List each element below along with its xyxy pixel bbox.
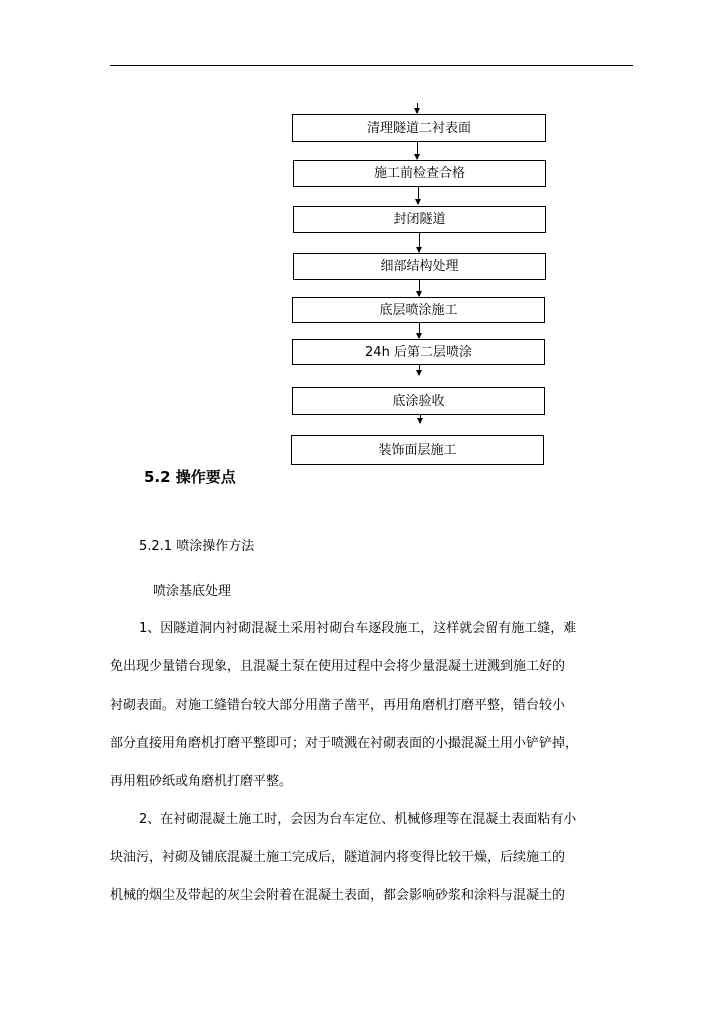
flow-arrow (419, 233, 420, 252)
flow-step-label: 封闭隧道 (393, 212, 446, 227)
flow-arrow (419, 365, 420, 375)
section-heading: 5.2 操作要点 (144, 468, 236, 486)
flow-step-base-acceptance (292, 387, 545, 415)
header-rule (110, 65, 633, 66)
flow-arrow (418, 187, 419, 204)
flow-step-close-tunnel (293, 206, 546, 233)
body-line: 1、因隧道洞内衬砌混凝土采用衬砌台车逐段施工，这样就会留有施工缝，难 (139, 621, 577, 636)
flow-arrow (419, 280, 420, 296)
subsubsection-heading: 喷涂基底处理 (153, 584, 232, 599)
flow-step-label: 施工前检查合格 (373, 166, 465, 181)
flow-arrow (417, 103, 418, 113)
body-line: 再用粗砂纸或角磨机打磨平整。 (110, 774, 293, 789)
flow-step-second-spray (292, 339, 545, 365)
flow-step-label: 清理隧道二衬表面 (366, 120, 471, 136)
body-line: 部分直接用角磨机打磨平整即可；对于喷溅在衬砌表面的小撮混凝土用小铲铲掉， (110, 736, 579, 751)
flow-arrow (420, 415, 421, 423)
flow-arrow (417, 142, 418, 159)
body-line: 机械的烟尘及带起的灰尘会附着在混凝土表面，都会影响砂浆和涂料与混凝土的 (110, 888, 566, 903)
flow-step-label: 底涂验收 (392, 393, 445, 409)
flow-step-finish-coat (291, 435, 544, 465)
flow-step-label: 装饰面层施工 (378, 442, 457, 458)
flow-step-label: 底层喷涂施工 (379, 302, 458, 318)
body-line: 衬砌表面。对施工缝错台较大部分用凿子凿平，再用角磨机打磨平整，错台较小 (110, 698, 566, 713)
flow-step-label: 细部结构处理 (380, 259, 459, 274)
subsection-heading: 5.2.1 喷涂操作方法 (139, 539, 255, 554)
flow-step-pre-inspection (293, 160, 546, 187)
flow-step-detail-treatment (293, 253, 546, 280)
body-line: 免出现少量错台现象，且混凝土泵在使用过程中会将少量混凝土迸溅到施工好的 (110, 659, 566, 674)
flow-step-base-spray (292, 297, 545, 323)
body-line: 块油污，衬砌及铺底混凝土施工完成后，隧道洞内将变得比较干燥，后续施工的 (110, 850, 566, 865)
flow-step-label: 24h 后第二层喷涂 (365, 344, 472, 360)
body-line: 2、在衬砌混凝土施工时，会因为台车定位、机械修理等在混凝土表面粘有小 (139, 812, 577, 827)
flow-step-clean-surface (292, 114, 546, 142)
flow-arrow (419, 323, 420, 338)
